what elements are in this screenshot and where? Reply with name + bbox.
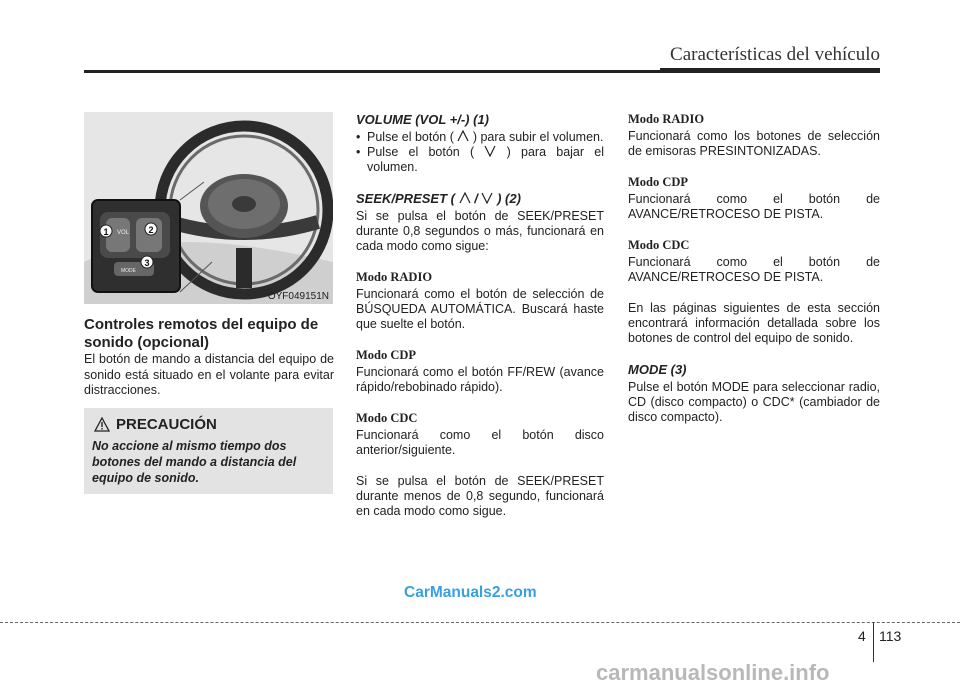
chapter-number: 4 [858,628,866,644]
caution-box [84,408,333,494]
seek-title-sep: / [474,191,478,206]
cdc-mode-title: Modo CDC [356,411,418,425]
radio-mode-title: Modo RADIO [356,270,433,284]
warning-triangle-icon [94,417,110,432]
cdc-mode-text: Funcionará como el botón de AVANCE/RETROCESO DE PISTA. [628,255,880,284]
cdp-mode-title: Modo CDP [356,348,417,362]
mode-text: Pulse el botón MODE para seleccionar radio, CD (disco compacto) o CDC* (cambiador de disco compacto). [628,380,880,424]
seek-intro: Si se pulsa el botón de SEEK/PRESET durante 0,8 segundos o más, funcionará en cada modo como sigue: [356,209,604,253]
steering-wheel-illustration [84,112,333,304]
callout-1: 1 [103,227,109,237]
footer-rule [0,622,960,623]
volume-down-item [356,145,604,175]
callout-2: 2 [148,225,154,235]
steering-wheel-figure [84,112,333,304]
seek-title [356,191,604,206]
right-column [628,112,880,425]
volume-down-text-b: ) para bajar el volumen. [367,145,605,174]
caution-title: PRECAUCIÓN [116,416,217,433]
cdp-mode-text: Funcionará como el botón FF/REW (avance rápido/rebobinado rápido). [356,365,604,394]
short-press-text: Si se pulsa el botón de SEEK/PRESET durante menos de 0,8 segundo, funcionará en cada modo como sigue. [356,474,604,518]
volume-up-text-a: Pulse el botón ( [367,130,454,144]
callout-3: 3 [144,258,150,268]
figure-vol-label: VOL [117,230,130,236]
volume-up-text-b: ) para subir el volumen. [472,130,604,144]
cdc-mode-title: Modo CDC [628,238,690,252]
volume-title: VOLUME (VOL +/-) (1) [356,112,490,127]
page-number: 113 [879,628,902,644]
chevron-up-icon [457,130,469,142]
section-intro: El botón de mando a distancia del equipo de sonido está situado en el volante para evitar distracciones. [84,352,334,397]
volume-up-item [356,130,604,145]
radio-mode-title: Modo RADIO [628,112,705,126]
volume-down-text-a: Pulse el botón ( [367,145,475,159]
chevron-down-icon [484,145,496,157]
page-number-divider [873,622,874,662]
header-rule-accent [660,68,880,73]
seek-title-b: ) (2) [497,191,521,206]
section-heading: Controles remotos del equipo de sonido (opcional) [84,316,319,351]
figure-mode-label: MODE [121,268,136,274]
caution-text: No accione al mismo tiempo dos botones del mando a distancia del equipo de sonido. [92,439,297,485]
figure-code: OYF049151N [267,291,329,302]
chevron-down-icon [481,192,493,204]
page-header-title: Características del vehículo [670,44,880,65]
info-text: En las páginas siguientes de esta sección encontrará información detallada sobre los botones de control del equipo de sonido. [628,301,880,345]
radio-mode-text: Funcionará como los botones de selección de emisoras PRESINTONIZADAS. [628,129,880,158]
seek-title-a: SEEK/PRESET ( [356,191,455,206]
cdc-mode-text: Funcionará como el botón disco anterior/siguiente. [356,428,604,457]
radio-mode-text: Funcionará como el botón de selección de BÚSQUEDA AUTOMÁTICA. Buscará haste que suelte el botón. [356,287,604,331]
cdp-mode-text: Funcionará como el botón de AVANCE/RETROCESO DE PISTA. [628,192,880,221]
watermark-link[interactable]: CarManuals2.com [404,584,537,601]
chevron-up-icon [459,192,471,204]
middle-column [356,112,604,519]
mode-title: MODE (3) [628,362,687,377]
cdp-mode-title: Modo CDP [628,175,689,189]
site-watermark[interactable]: carmanualsonline.info [596,660,830,685]
